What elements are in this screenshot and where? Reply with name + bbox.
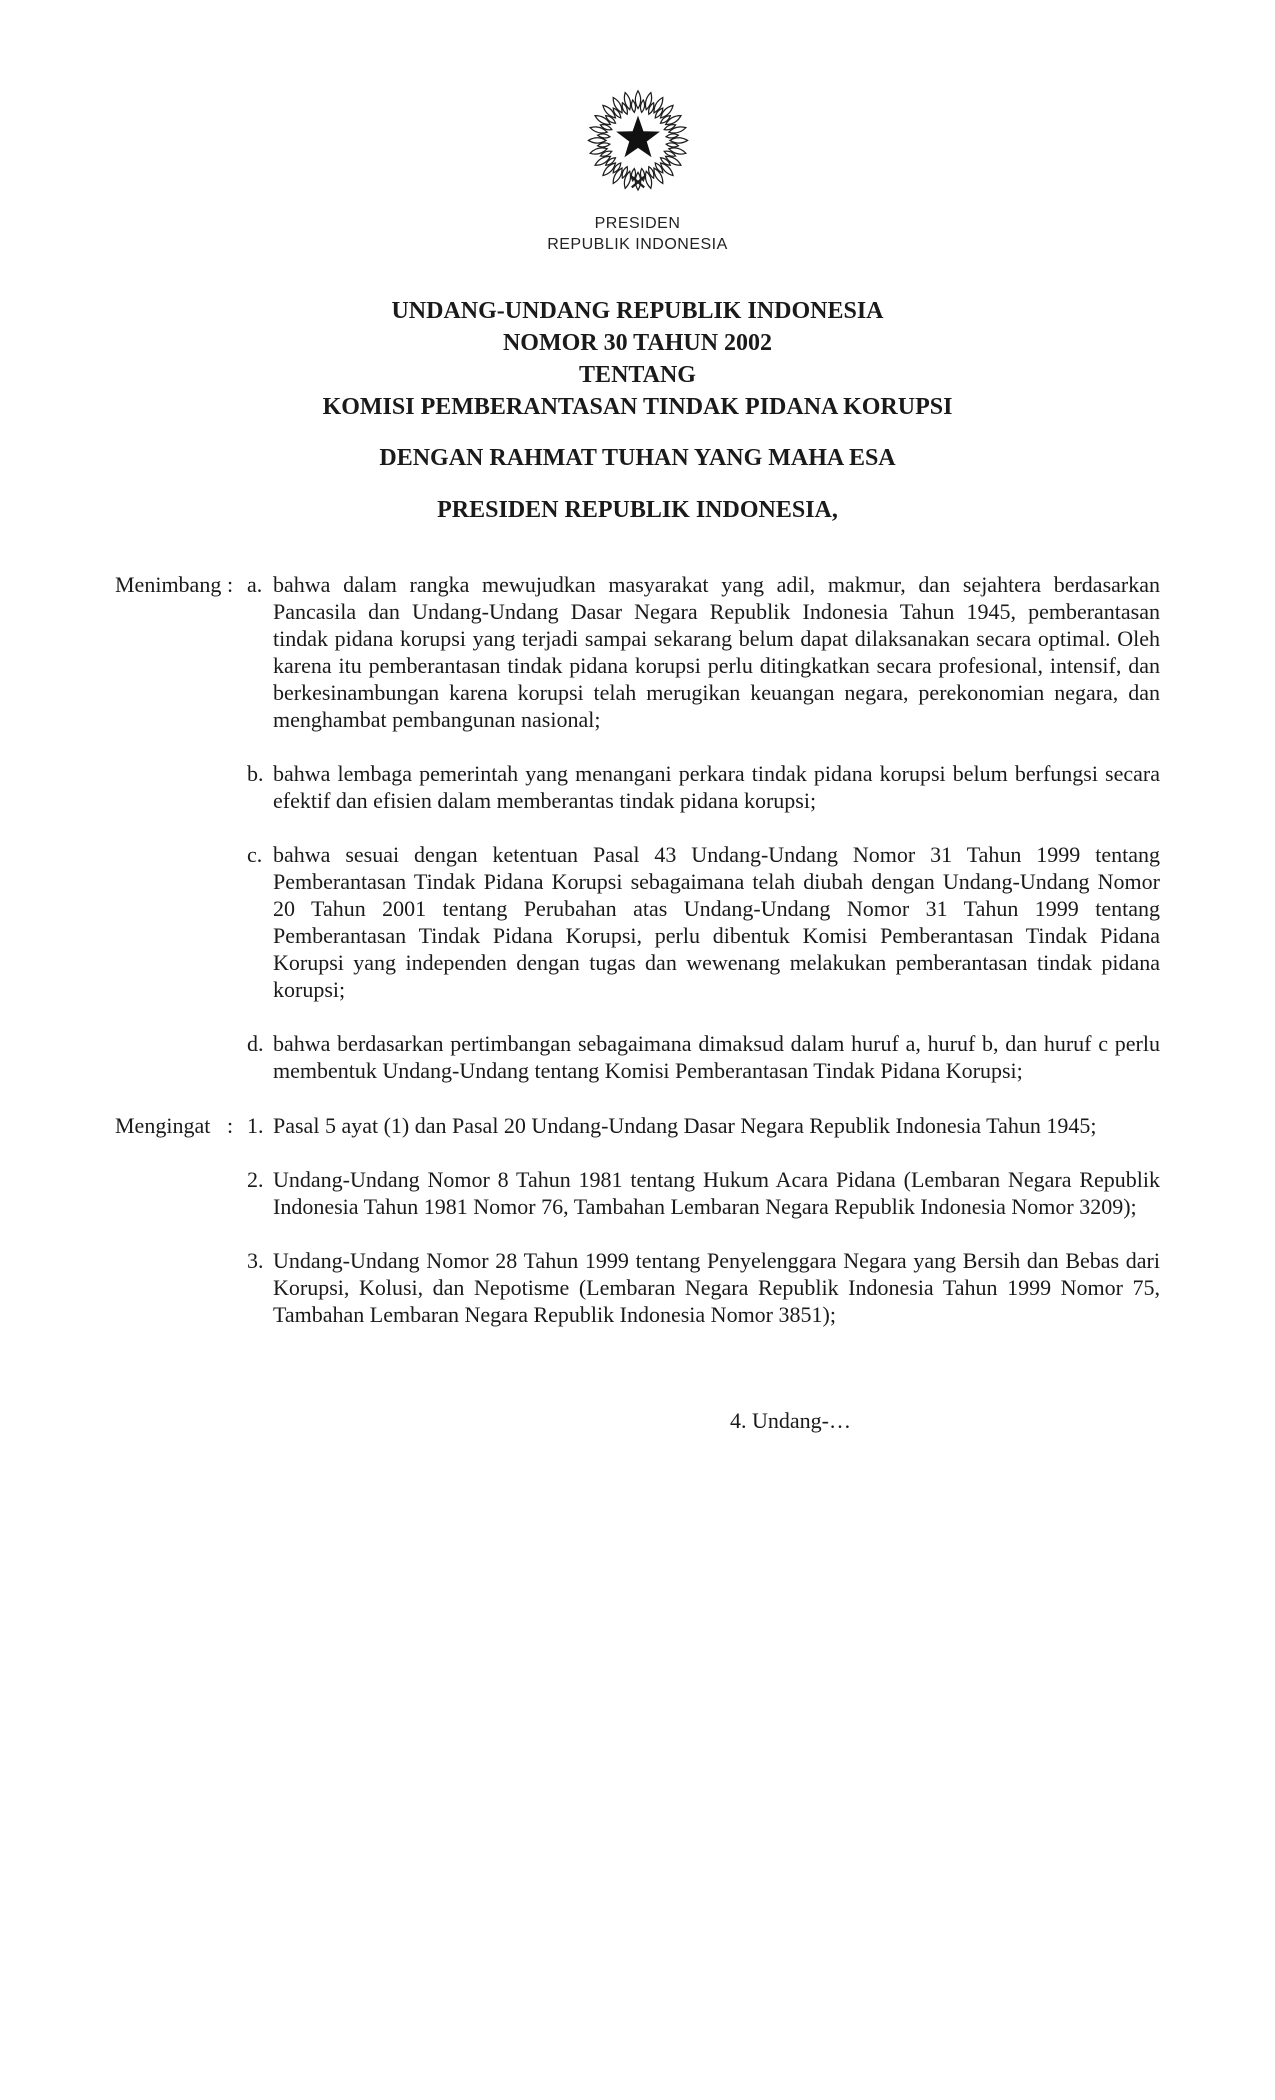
list-item [247, 760, 1160, 814]
list-item [247, 571, 1160, 733]
title-line-3: TENTANG [579, 362, 696, 388]
document-header [115, 80, 1160, 255]
item-marker: a. [247, 572, 263, 597]
mengingat-items [247, 1112, 1160, 1355]
item-text: bahwa dalam rangka mewujudkan masyarakat yang adil, makmur, dan sejahtera berdasarkan Pancasila dan Undang-Undang Dasar Negara Republik Indonesia Tahun 1945, pemberantasan tindak pidana korupsi yang terjadi sampai sekarang belum dapat dilaksanakan secara optimal. Oleh karena itu pemberantasan tindak pidana korupsi perlu ditingkatkan secara profesional, intensif, dan berkesinambungan karena korupsi telah merugikan keuangan negara, perekonomian negara, dan menghambat pembangunan nasional; [273, 572, 1160, 732]
item-text: bahwa lembaga pemerintah yang menangani perkara tindak pidana korupsi belum berfungsi secara efektif dan efisien dalam memberantas tindak pidana korupsi; [273, 761, 1160, 813]
invocation-line: DENGAN RAHMAT TUHAN YANG MAHA ESA [379, 445, 896, 471]
title-line-2: NOMOR 30 TAHUN 2002 [502, 330, 773, 356]
item-text: Pasal 5 ayat (1) dan Pasal 20 Undang-Undang Dasar Negara Republik Indonesia Tahun 1945; [273, 1113, 1097, 1138]
list-item [247, 1112, 1160, 1139]
header-republik-indonesia: REPUBLIK INDONESIA [547, 236, 728, 253]
mengingat-section [115, 1112, 1160, 1355]
item-marker: d. [247, 1031, 264, 1056]
header-presiden: PRESIDEN [594, 215, 681, 232]
list-item [247, 1166, 1160, 1220]
item-marker: 2. [247, 1167, 264, 1192]
title-line-1: UNDANG-UNDANG REPUBLIK INDONESIA [391, 298, 884, 324]
item-text: Undang-Undang Nomor 8 Tahun 1981 tentang Hukum Acara Pidana (Lembaran Negara Republik Indonesia Tahun 1981 Nomor 76, Tambahan Lembaran Negara Republik Indonesia Nomor 3209); [273, 1167, 1160, 1219]
mengingat-colon: : [227, 1113, 234, 1138]
item-marker: 1. [247, 1113, 264, 1138]
item-marker: c. [247, 842, 263, 867]
authority-line: PRESIDEN REPUBLIK INDONESIA, [437, 497, 838, 523]
menimbang-label: Menimbang [115, 572, 222, 597]
item-marker: b. [247, 761, 264, 786]
menimbang-section [115, 571, 1160, 1111]
list-item [247, 1030, 1160, 1084]
mengingat-label: Mengingat [115, 1113, 211, 1138]
page-catchword: 4. Undang-… [730, 1408, 851, 1433]
list-item [247, 1247, 1160, 1328]
title-line-4: KOMISI PEMBERANTASAN TINDAK PIDANA KORUPSI [322, 394, 953, 420]
list-item [247, 841, 1160, 1003]
item-text: Undang-Undang Nomor 28 Tahun 1999 tentang Penyelenggara Negara yang Bersih dan Bebas dari Korupsi, Kolusi, dan Nepotisme (Lembaran Negara Republik Indonesia Tahun 1999 Nomor 75, Tambahan Lembaran Negara Republik Indonesia Nomor 3851); [273, 1248, 1160, 1327]
title-block [115, 295, 1160, 423]
menimbang-colon: : [227, 572, 234, 597]
item-text: bahwa berdasarkan pertimbangan sebagaimana dimaksud dalam huruf a, huruf b, dan huruf c perlu membentuk Undang-Undang tentang Komisi Pemberantasan Tindak Pidana Korupsi; [273, 1031, 1160, 1083]
menimbang-items [247, 571, 1160, 1111]
item-marker: 3. [247, 1248, 264, 1273]
presidential-seal-icon [576, 80, 700, 208]
item-text: bahwa sesuai dengan ketentuan Pasal 43 Undang-Undang Nomor 31 Tahun 1999 tentang Pemberantasan Tindak Pidana Korupsi sebagaimana telah diubah dengan Undang-Undang Nomor 20 Tahun 2001 tentang Perubahan atas Undang-Undang Nomor 31 Tahun 1999 tentang Pemberantasan Tindak Pidana Korupsi, perlu dibentuk Komisi Pemberantasan Tindak Pidana Korupsi yang independen dengan tugas dan wewenang melakukan pemberantasan tindak pidana korupsi; [273, 842, 1160, 1002]
